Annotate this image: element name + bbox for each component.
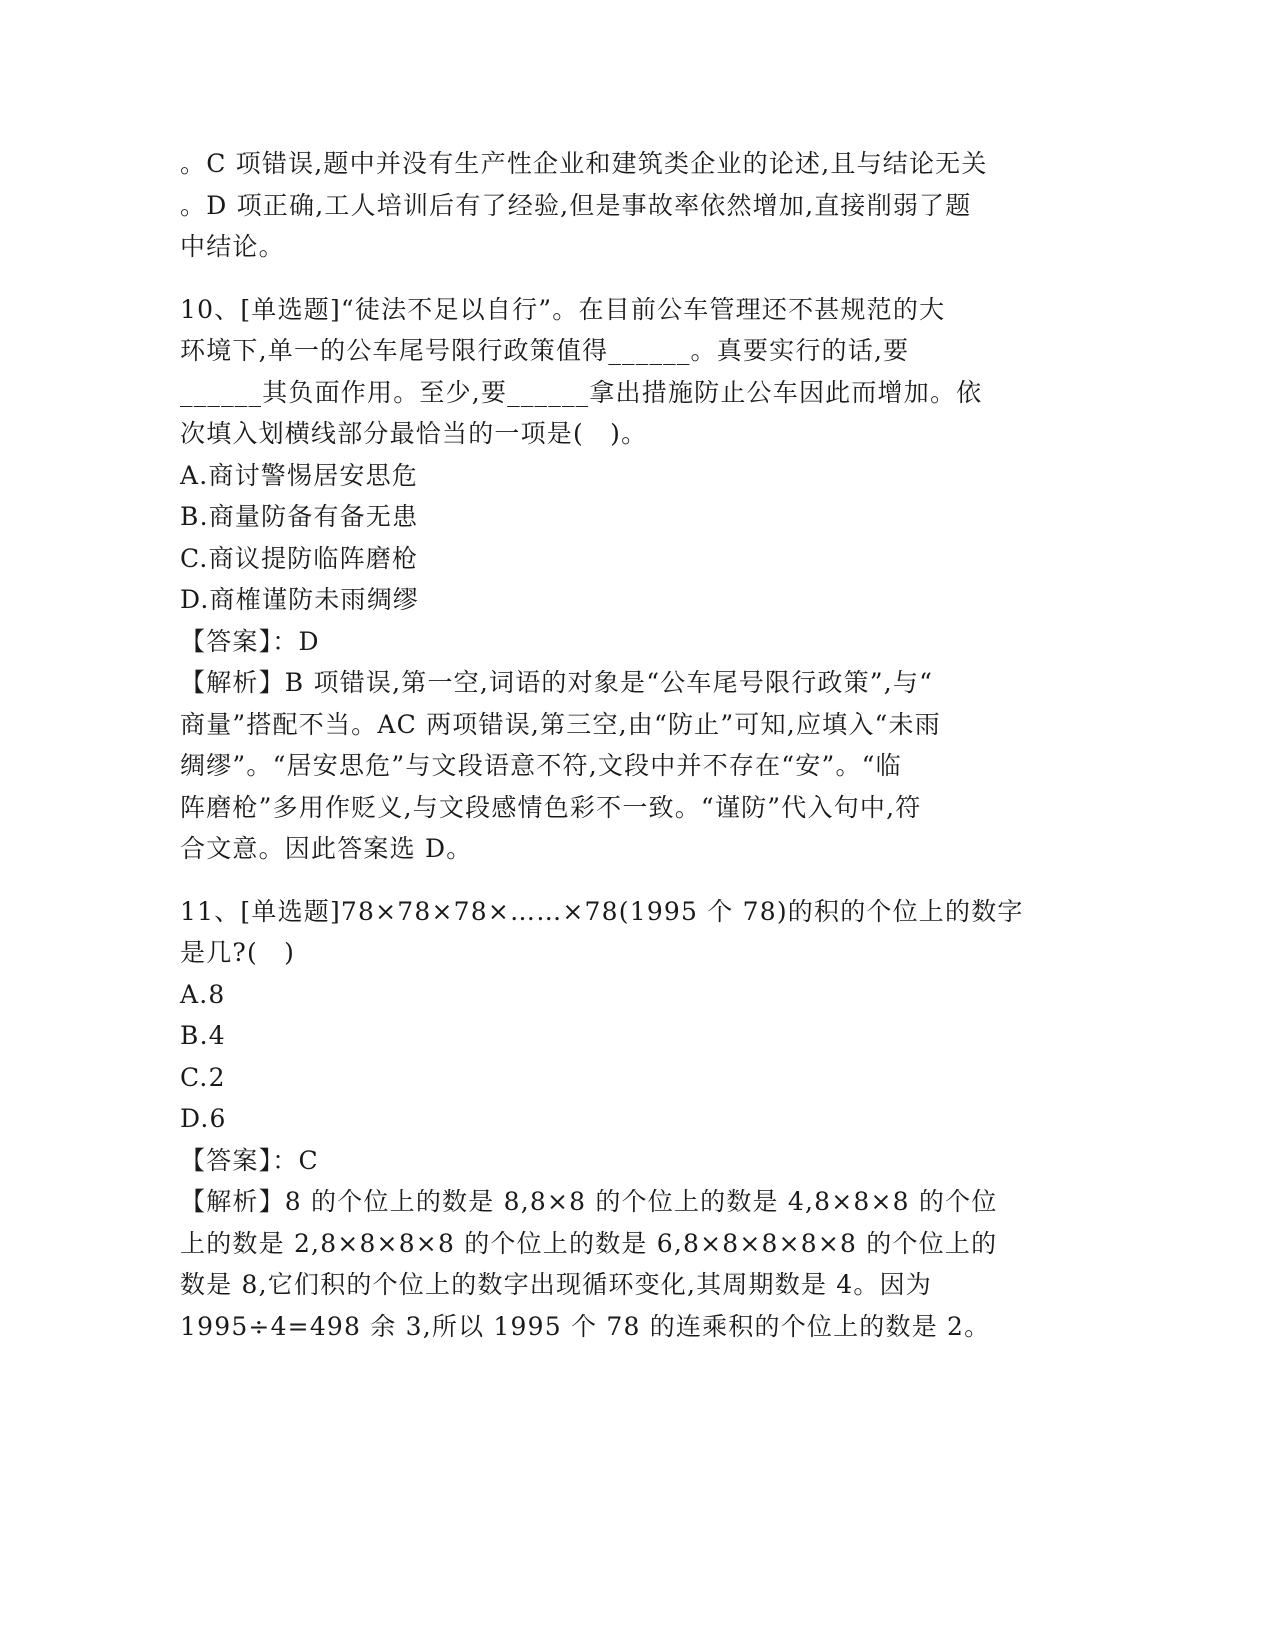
answer: 【答案】：C — [180, 1145, 319, 1175]
analysis-line: 商量”搭配不当。AC 两项错误,第三空,由“防止”可知,应填入“未雨 — [180, 709, 941, 739]
analysis-line: 绸缪”。“居安思危”与文段语意不符,文段中并不存在“安”。“临 — [180, 751, 902, 780]
document-page — [180, 143, 1080, 1347]
question-stem-line: 是几?( ) — [180, 938, 296, 967]
option-c: C.商议提防临阵磨枪 — [180, 543, 419, 573]
analysis-line: 合文意。因此答案选 D。 — [180, 834, 473, 863]
analysis-line: 数是 8,它们积的个位上的数字出现循环变化,其周期数是 4。因为 — [180, 1270, 933, 1299]
option-b: B.4 — [180, 1021, 226, 1050]
option-d: D.6 — [180, 1104, 227, 1133]
analysis-line: 。D 项正确,工人培训后有了经验,但是事故率依然增加,直接削弱了题 — [180, 190, 972, 220]
option-b: B.商量防备有备无患 — [180, 502, 419, 531]
analysis-line: 中结论。 — [180, 232, 285, 261]
question-11 — [180, 891, 1080, 1348]
question-stem-line: 环境下,单一的公车尾号限行政策值得______。真要实行的话,要 — [180, 336, 910, 365]
analysis-line: 1995÷4=498 余 3,所以 1995 个 78 的连乘积的个位上的数是 2。 — [180, 1311, 991, 1341]
analysis-line: 。C 项错误,题中并没有生产性企业和建筑类企业的论述,且与结论无关 — [180, 149, 988, 178]
option-d: D.商榷谨防未雨绸缪 — [180, 585, 420, 614]
analysis-line: 【解析】B 项错误,第一空,词语的对象是“公车尾号限行政策”,与“ — [180, 668, 934, 697]
answer: 【答案】：D — [180, 626, 320, 656]
option-c: C.2 — [180, 1062, 226, 1092]
previous-analysis — [180, 143, 1080, 268]
question-10 — [180, 289, 1080, 870]
question-stem-line: 10、[单选题]“徒法不足以自行”。在目前公车管理还不甚规范的大 — [180, 294, 946, 324]
question-stem-line: 次填入划横线部分最恰当的一项是( )。 — [180, 419, 648, 448]
question-stem-line: 11、[单选题]78×78×78×……×78(1995 个 78)的积的个位上的数字 — [180, 896, 1024, 926]
analysis-line: 阵磨枪”多用作贬义,与文段感情色彩不一致。“谨防”代入句中,符 — [180, 792, 922, 822]
analysis-line: 上的数是 2,8×8×8×8 的个位上的数是 6,8×8×8×8×8 的个位上的 — [180, 1228, 998, 1258]
option-a: A.商讨警惕居安思危 — [180, 460, 419, 490]
analysis-line: 【解析】8 的个位上的数是 8,8×8 的个位上的数是 4,8×8×8 的个位 — [180, 1187, 998, 1216]
question-stem-line: ______其负面作用。至少,要______拿出措施防止公车因此而增加。依 — [180, 377, 983, 407]
option-a: A.8 — [180, 979, 226, 1009]
